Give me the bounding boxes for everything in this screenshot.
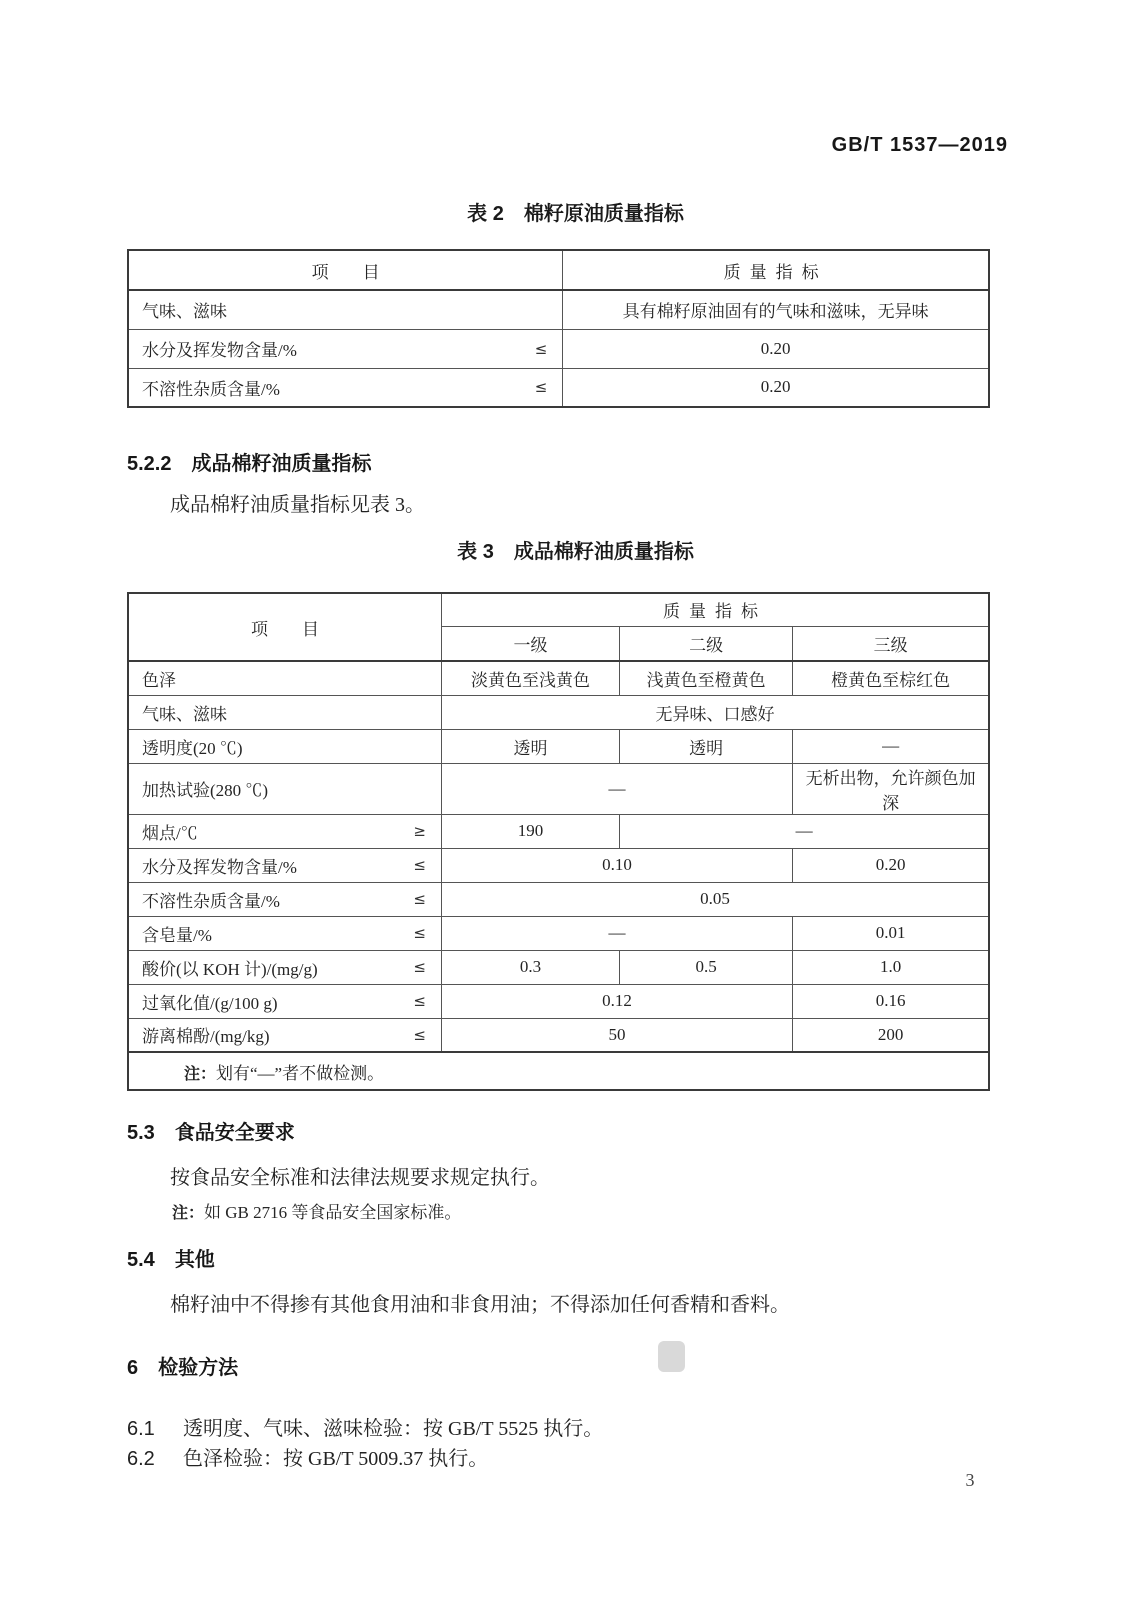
grade1-cell: 0.3	[441, 950, 619, 984]
table3-note-row	[128, 1052, 989, 1090]
operator-symbol: ≤	[534, 339, 548, 358]
all-grades-cell: 无异味、口感好	[441, 695, 989, 729]
table-row	[128, 916, 989, 950]
grade12-cell: —	[441, 916, 792, 950]
method-text: 透明度、气味、滋味检验：按 GB/T 5525 执行。	[183, 1418, 604, 1440]
grade2-cell: 浅黄色至橙黄色	[620, 661, 793, 695]
grade3-cell: 1.0	[793, 950, 989, 984]
table-row	[128, 661, 989, 695]
table2-item-cell	[128, 368, 563, 407]
item-cell	[128, 984, 441, 1018]
grade2-cell: 透明	[620, 729, 793, 763]
table-3	[127, 592, 990, 1091]
table3-header-group	[441, 593, 989, 626]
table-row	[128, 984, 989, 1018]
item-cell	[128, 848, 441, 882]
operator-symbol: ≤	[534, 378, 548, 397]
grade3-cell: 0.16	[793, 984, 989, 1018]
item-label: 含皂量/%	[142, 925, 212, 945]
note-label: 注：	[184, 1065, 217, 1083]
grade12-cell: 50	[441, 1018, 792, 1052]
section-number: 5.4	[127, 1249, 155, 1271]
operator-symbol: ≤	[413, 890, 426, 908]
operator-symbol: ≤	[413, 992, 426, 1010]
section-number: 6	[127, 1357, 139, 1379]
section-number: 6.2	[127, 1448, 155, 1470]
grade3-cell: 200	[793, 1018, 989, 1052]
item-cell	[128, 814, 441, 848]
section-5-3-heading	[127, 1116, 295, 1145]
item-cell	[128, 729, 441, 763]
table3-header-grade1: 一级	[441, 626, 619, 661]
section-title: 其他	[174, 1249, 215, 1271]
section-number: 5.2.2	[127, 453, 172, 475]
item-cell	[128, 882, 441, 916]
method-item-6-2	[127, 1442, 488, 1471]
item-cell	[128, 950, 441, 984]
grade3-cell: 0.01	[793, 916, 989, 950]
grade12-cell: 0.12	[441, 984, 792, 1018]
table-row	[128, 368, 989, 407]
item-cell	[128, 1018, 441, 1052]
table-row	[128, 763, 989, 814]
note-text: 如 GB 2716 等食品安全国家标准。	[204, 1203, 462, 1222]
operator-symbol: ≤	[413, 1025, 426, 1044]
grade3-cell: 0.20	[793, 848, 989, 882]
method-text: 色泽检验：按 GB/T 5009.37 执行。	[183, 1448, 489, 1470]
section-5-4-paragraph: 棉籽油中不得掺有其他食用油和非食用油；不得添加任何香精和香料。	[170, 1294, 790, 1316]
method-item-6-1	[127, 1412, 603, 1441]
item-cell	[128, 695, 441, 729]
section-title: 食品安全要求	[174, 1122, 295, 1144]
grade3-cell: 无析出物，允许颜色加深	[793, 763, 989, 814]
note-text: 划有“—”者不做检测。	[216, 1063, 385, 1083]
item-label: 不溶性杂质含量/%	[142, 379, 280, 399]
section-title: 检验方法	[158, 1357, 239, 1379]
section-5-3-note	[172, 1198, 461, 1223]
table-row	[128, 950, 989, 984]
table-2	[127, 249, 990, 408]
grade1-cell: 透明	[441, 729, 619, 763]
table2-header-value	[563, 250, 989, 290]
item-label: 气味、滋味	[142, 302, 227, 322]
table-row	[128, 848, 989, 882]
grade2-cell: 0.5	[620, 950, 793, 984]
grade3-cell: 橙黄色至棕红色	[793, 661, 989, 695]
operator-symbol: ≥	[413, 822, 426, 840]
all-grades-cell: 0.05	[441, 882, 989, 916]
item-label: 过氧化值/(g/100 g)	[142, 993, 278, 1013]
table2-header-value-label: 质量指标	[723, 262, 828, 282]
table3-header-grade3: 三级	[793, 626, 989, 661]
item-label: 水分及挥发物含量/%	[142, 857, 297, 877]
page-number: 3	[965, 1470, 975, 1490]
grade1-cell: 190	[441, 814, 619, 848]
table2-caption: 表 2 棉籽原油质量指标	[467, 203, 684, 225]
table-row	[128, 729, 989, 763]
section-5-2-2-heading	[127, 447, 371, 476]
grade3-cell: —	[793, 729, 989, 763]
item-cell	[128, 661, 441, 695]
section-number: 6.1	[127, 1418, 155, 1440]
operator-symbol: ≤	[413, 924, 426, 942]
item-label: 气味、滋味	[142, 704, 227, 724]
item-cell	[128, 916, 441, 950]
item-label: 色泽	[142, 670, 176, 690]
item-label: 水分及挥发物含量/%	[142, 341, 297, 360]
table-row	[128, 882, 989, 916]
grade12-cell: 0.10	[441, 848, 792, 882]
table-row	[128, 1018, 989, 1052]
table3-header-item: 项 目	[128, 593, 441, 661]
item-label: 不溶性杂质含量/%	[142, 891, 280, 911]
grade12-cell: —	[441, 763, 792, 814]
table3-header-group-label: 质量指标	[662, 602, 767, 622]
operator-symbol: ≤	[413, 958, 426, 976]
item-label: 加热试验(280 ℃)	[142, 781, 269, 800]
table3-header-row-1	[128, 593, 989, 626]
item-label: 酸价(以 KOH 计)/(mg/g)	[142, 959, 318, 979]
note-label: 注：	[172, 1205, 205, 1222]
section-title: 成品棉籽油质量指标	[191, 453, 372, 475]
scan-artifact	[658, 1341, 685, 1372]
table-row	[128, 814, 989, 848]
operator-symbol: ≤	[413, 856, 426, 874]
section-5-4-heading	[127, 1243, 215, 1272]
item-label: 烟点/℃	[142, 823, 198, 843]
table3-header-grade2: 二级	[620, 626, 793, 661]
item-cell	[128, 763, 441, 814]
section-5-2-2-paragraph: 成品棉籽油质量指标见表 3。	[170, 494, 425, 516]
section-5-3-paragraph: 按食品安全标准和法律法规要求规定执行。	[170, 1167, 550, 1189]
table2-item-cell	[128, 290, 563, 329]
value-cell: 0.20	[563, 368, 989, 407]
table2-item-cell	[128, 329, 563, 368]
section-number: 5.3	[127, 1122, 155, 1144]
section-6-heading	[127, 1351, 238, 1380]
table2-header-item: 项 目	[128, 250, 563, 290]
table3-note-cell	[128, 1052, 989, 1090]
item-label: 透明度(20 ℃)	[142, 738, 243, 758]
value-cell: 具有棉籽原油固有的气味和滋味，无异味	[563, 290, 989, 329]
table2-header-row	[128, 250, 989, 290]
table-row	[128, 695, 989, 729]
standard-number: GB/T 1537—2019	[831, 134, 1008, 156]
table-row	[128, 290, 989, 329]
table3-caption: 表 3 成品棉籽油质量指标	[457, 541, 694, 563]
grade23-cell: —	[620, 814, 989, 848]
grade1-cell: 淡黄色至浅黄色	[441, 661, 619, 695]
table-row	[128, 329, 989, 368]
item-label: 游离棉酚/(mg/kg)	[142, 1027, 270, 1047]
value-cell: 0.20	[563, 329, 989, 368]
